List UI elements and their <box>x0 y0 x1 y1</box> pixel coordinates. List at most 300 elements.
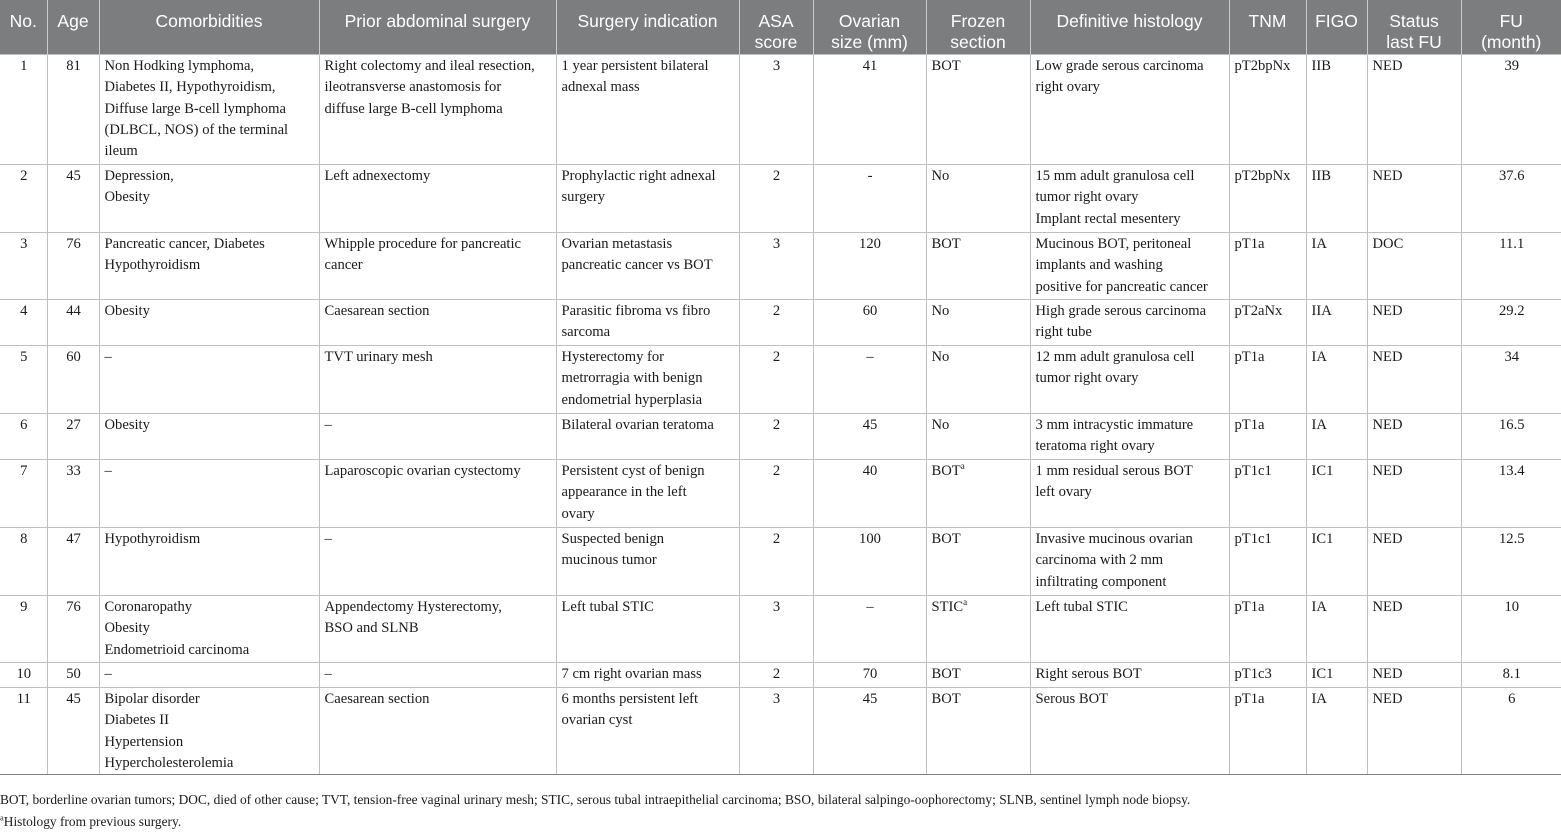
cell-ovarian-size <box>813 165 926 233</box>
cell-histology <box>1030 528 1229 596</box>
cell-frozen <box>926 663 1030 688</box>
cell-histology <box>1030 300 1229 346</box>
table-row <box>0 688 1561 775</box>
cell-figo <box>1306 596 1367 663</box>
cell-text: 6 <box>1508 691 1516 707</box>
cell-text: 11.1 <box>1499 236 1525 252</box>
cell-age <box>47 596 99 663</box>
cell-prior-surgery <box>319 596 556 663</box>
cell-prior-surgery <box>319 300 556 346</box>
column-header-line: Comorbidities <box>155 11 263 31</box>
cell-text: IA <box>1311 236 1327 252</box>
cell-prior-surgery <box>319 414 556 460</box>
cell-ovarian-size <box>813 596 926 663</box>
cell-line: pancreatic cancer vs BOT <box>561 257 713 274</box>
cell-line: Diffuse large B-cell lymphoma <box>104 100 286 117</box>
cell-histology <box>1030 346 1229 414</box>
cell-text: 3 <box>772 58 781 74</box>
cell-line: Mucinous BOT, peritoneal <box>1035 236 1192 252</box>
cell-text: NED <box>1372 463 1403 479</box>
cell-tnm <box>1229 233 1306 300</box>
cell-line: Invasive mucinous ovarian <box>1035 531 1193 547</box>
cell-text: 60 <box>862 303 878 319</box>
cell-line: ileotransverse anastomosis for <box>324 79 502 96</box>
cell-status <box>1367 528 1461 596</box>
cell-comorbidities <box>99 663 319 688</box>
table-row <box>0 165 1561 233</box>
table-row <box>0 460 1561 528</box>
cell-text: 33 <box>66 463 81 479</box>
cell-line: Caesarean section <box>324 303 430 319</box>
cell-figo <box>1306 346 1367 414</box>
column-header-line: section <box>950 32 1006 52</box>
column-header-line: score <box>754 32 798 52</box>
cell-text: – <box>866 349 874 365</box>
cell-ovarian-size <box>813 460 926 528</box>
cell-indication <box>556 460 739 528</box>
cell-age <box>47 414 99 460</box>
column-header-indication <box>556 0 739 55</box>
cell-text: 29.2 <box>1498 303 1525 319</box>
cell-text: 2 <box>772 531 781 547</box>
cell-line: Laparoscopic ovarian cystectomy <box>324 463 521 479</box>
cell-text: IC1 <box>1311 463 1334 479</box>
cell-line: appearance in the left <box>561 484 687 501</box>
cell-asa <box>739 414 813 460</box>
cell-line: Pancreatic cancer, Diabetes <box>104 236 265 252</box>
cell-line: Low grade serous carcinoma <box>1035 58 1204 74</box>
cell-indication <box>556 346 739 414</box>
cell-text: 50 <box>66 666 81 682</box>
cell-line: – <box>324 531 332 547</box>
cell-text: BOT <box>931 691 961 707</box>
cell-age <box>47 300 99 346</box>
cell-line: surgery <box>561 189 606 206</box>
cell-text: 76 <box>66 236 81 252</box>
table-row <box>0 233 1561 300</box>
cell-no <box>0 346 47 414</box>
cell-comorbidities <box>99 300 319 346</box>
cell-text: pT1a <box>1234 417 1265 433</box>
cell-line: Obesity <box>104 620 150 637</box>
cell-age <box>47 460 99 528</box>
cell-status <box>1367 346 1461 414</box>
table-row <box>0 55 1561 165</box>
cell-text: NED <box>1372 531 1403 547</box>
cell-line: Obesity <box>104 189 150 206</box>
cell-indication <box>556 596 739 663</box>
cell-fu <box>1461 596 1561 663</box>
cell-line: 15 mm adult granulosa cell <box>1035 168 1195 184</box>
column-header-line: Age <box>57 11 89 31</box>
table-row <box>0 346 1561 414</box>
cell-age <box>47 165 99 233</box>
cell-text: IA <box>1311 691 1327 707</box>
cell-line: 7 cm right ovarian mass <box>561 666 702 682</box>
cell-line: Parasitic fibroma vs fibro <box>561 303 711 319</box>
cell-frozen <box>926 688 1030 775</box>
cell-prior-surgery <box>319 55 556 165</box>
cell-text: 40 <box>862 463 878 479</box>
cell-comorbidities <box>99 414 319 460</box>
cell-text: BOT <box>931 236 961 252</box>
cell-age <box>47 346 99 414</box>
cell-text: IIA <box>1311 303 1332 319</box>
cell-text: STIC <box>931 599 964 615</box>
cell-text: pT1c1 <box>1234 531 1272 547</box>
cell-ovarian-size <box>813 663 926 688</box>
column-header-line: size (mm) <box>831 32 908 52</box>
cell-status <box>1367 55 1461 165</box>
cell-text: No <box>931 417 950 433</box>
table-row <box>0 663 1561 688</box>
cell-figo <box>1306 663 1367 688</box>
cell-line: BSO and SLNB <box>324 620 419 637</box>
cell-text: 12.5 <box>1498 531 1525 547</box>
cell-fu <box>1461 300 1561 346</box>
column-header-line: Surgery indication <box>577 11 718 31</box>
cell-text: – <box>866 599 874 615</box>
cell-text: 2 <box>772 349 781 365</box>
cell-figo <box>1306 233 1367 300</box>
cell-text: pT1c1 <box>1234 463 1272 479</box>
cell-text: 27 <box>66 417 81 433</box>
cell-line: right tube <box>1035 324 1092 341</box>
column-header-fu <box>1461 0 1561 55</box>
cell-prior-surgery <box>319 233 556 300</box>
cell-line: infiltrating component <box>1035 573 1167 590</box>
cell-line: Caesarean section <box>324 691 430 707</box>
cell-fu <box>1461 460 1561 528</box>
cell-age <box>47 233 99 300</box>
cell-line: carcinoma with 2 mm <box>1035 552 1164 569</box>
cell-line: metrorragia with benign <box>561 370 703 387</box>
cell-indication <box>556 663 739 688</box>
column-header-line: FU <box>1499 11 1523 31</box>
cell-text: 11 <box>16 691 31 707</box>
cell-text: 3 <box>772 691 781 707</box>
cell-figo <box>1306 460 1367 528</box>
cell-text: 47 <box>66 531 81 547</box>
cell-age <box>47 688 99 775</box>
cell-line: ovary <box>561 505 595 522</box>
cell-text: 39 <box>1504 58 1520 74</box>
cell-asa <box>739 233 813 300</box>
cell-fu <box>1461 688 1561 775</box>
cell-text: pT1a <box>1234 349 1265 365</box>
cell-frozen <box>926 414 1030 460</box>
cell-line: Hypercholesterolemia <box>104 754 234 771</box>
cell-prior-surgery <box>319 165 556 233</box>
cell-prior-surgery <box>319 528 556 596</box>
cell-text: IIB <box>1311 168 1331 184</box>
column-header-line: (month) <box>1481 32 1542 52</box>
cell-histology <box>1030 55 1229 165</box>
cell-indication <box>556 300 739 346</box>
cell-line: Left adnexectomy <box>324 168 431 184</box>
header-row <box>0 0 1561 55</box>
column-header-no <box>0 0 47 55</box>
cell-prior-surgery <box>319 346 556 414</box>
cell-frozen <box>926 55 1030 165</box>
cell-no <box>0 688 47 775</box>
cell-line: Non Hodking lymphoma, <box>104 58 255 74</box>
cell-indication <box>556 165 739 233</box>
cell-figo <box>1306 300 1367 346</box>
cell-histology <box>1030 414 1229 460</box>
cell-frozen <box>926 165 1030 233</box>
cell-line: left ovary <box>1035 484 1092 501</box>
table-row <box>0 596 1561 663</box>
cell-line: Left tubal STIC <box>1035 599 1128 615</box>
column-header-comorbidities <box>99 0 319 55</box>
cell-frozen <box>926 460 1030 528</box>
cell-line: 6 months persistent left <box>561 691 699 707</box>
column-header-line: No. <box>9 11 37 31</box>
cell-comorbidities <box>99 528 319 596</box>
cell-prior-surgery <box>319 460 556 528</box>
cell-fu <box>1461 165 1561 233</box>
cell-text: No <box>931 168 950 184</box>
column-header-line: TNM <box>1248 11 1287 31</box>
cell-text: NED <box>1372 349 1403 365</box>
cell-tnm <box>1229 528 1306 596</box>
cell-text: NED <box>1372 58 1403 74</box>
cell-line: Hypothyroidism <box>104 257 201 274</box>
cell-text: 34 <box>1504 349 1520 365</box>
cell-asa <box>739 663 813 688</box>
cell-status <box>1367 460 1461 528</box>
cell-line: endometrial hyperplasia <box>561 391 703 408</box>
cell-line: Hysterectomy for <box>561 349 665 365</box>
cell-fu <box>1461 233 1561 300</box>
cell-text: - <box>867 168 873 184</box>
cell-asa <box>739 55 813 165</box>
cell-text: 7 <box>20 463 28 479</box>
cell-text: No <box>931 303 950 319</box>
cell-text: 6 <box>20 417 28 433</box>
cell-text: 1 <box>20 58 28 74</box>
cell-text: BOT <box>931 531 961 547</box>
cell-asa <box>739 460 813 528</box>
footnote-marker: a <box>963 597 968 608</box>
cell-text: 2 <box>772 463 781 479</box>
cell-no <box>0 663 47 688</box>
column-header-line: Frozen <box>950 11 1006 31</box>
cell-ovarian-size <box>813 346 926 414</box>
column-header-figo <box>1306 0 1367 55</box>
column-header-line: ASA <box>758 11 794 31</box>
cell-line: adnexal mass <box>561 79 640 96</box>
column-header-histology <box>1030 0 1229 55</box>
cell-line: Prophylactic right adnexal <box>561 168 716 184</box>
cell-ovarian-size <box>813 528 926 596</box>
column-header-ovarian-size <box>813 0 926 55</box>
cell-line: diffuse large B-cell lymphoma <box>324 100 503 117</box>
footnote-text: Histology from previous surgery. <box>3 814 182 829</box>
cell-figo <box>1306 55 1367 165</box>
cell-comorbidities <box>99 688 319 775</box>
cell-status <box>1367 300 1461 346</box>
cell-text: 45 <box>66 691 81 707</box>
column-header-line: Definitive histology <box>1056 11 1203 31</box>
cell-histology <box>1030 165 1229 233</box>
cell-text: 76 <box>66 599 81 615</box>
cell-text: 100 <box>859 531 881 547</box>
cell-tnm <box>1229 414 1306 460</box>
cell-no <box>0 55 47 165</box>
cell-line: Right colectomy and ileal resection, <box>324 58 535 74</box>
cell-text: pT1a <box>1234 236 1265 252</box>
cell-text: pT1c3 <box>1234 666 1272 682</box>
cell-no <box>0 233 47 300</box>
cell-line: Endometrioid carcinoma <box>104 641 250 658</box>
cell-text: IIB <box>1311 58 1331 74</box>
cell-text: 3 <box>772 599 781 615</box>
cell-age <box>47 663 99 688</box>
cell-histology <box>1030 596 1229 663</box>
cell-text: 45 <box>862 691 878 707</box>
cell-figo <box>1306 528 1367 596</box>
cell-text: pT1a <box>1234 599 1265 615</box>
cell-text: NED <box>1372 168 1403 184</box>
cell-fu <box>1461 346 1561 414</box>
cell-text: 13.4 <box>1498 463 1525 479</box>
cell-ovarian-size <box>813 233 926 300</box>
cell-frozen <box>926 528 1030 596</box>
cell-text: IA <box>1311 599 1327 615</box>
cell-text: 120 <box>859 236 881 252</box>
cell-line: cancer <box>324 257 363 274</box>
cell-no <box>0 596 47 663</box>
cell-text: 81 <box>66 58 81 74</box>
cell-text: 10 <box>16 666 32 682</box>
cell-line: 1 year persistent bilateral <box>561 58 709 74</box>
cell-line: teratoma right ovary <box>1035 438 1155 455</box>
column-header-line: last FU <box>1386 32 1442 52</box>
column-header-line: Prior abdominal surgery <box>344 11 531 31</box>
cell-text: No <box>931 349 950 365</box>
cell-ovarian-size <box>813 55 926 165</box>
cell-text: 70 <box>862 666 878 682</box>
cell-asa <box>739 165 813 233</box>
cell-line: Ovarian metastasis <box>561 236 673 252</box>
cell-line: tumor right ovary <box>1035 189 1139 206</box>
cell-indication <box>556 233 739 300</box>
cell-text: NED <box>1372 691 1403 707</box>
cell-tnm <box>1229 596 1306 663</box>
cell-text: 2 <box>20 168 28 184</box>
cell-comorbidities <box>99 596 319 663</box>
column-header-line: Ovarian <box>838 11 901 31</box>
cell-indication <box>556 688 739 775</box>
cell-status <box>1367 688 1461 775</box>
cell-line: – <box>104 463 112 479</box>
cell-no <box>0 165 47 233</box>
cell-text: 37.6 <box>1498 168 1525 184</box>
cell-line: Bilateral ovarian teratoma <box>561 417 714 433</box>
column-header-frozen <box>926 0 1030 55</box>
cell-text: pT2aNx <box>1234 303 1283 319</box>
cell-tnm <box>1229 55 1306 165</box>
cell-line: mucinous tumor <box>561 552 657 569</box>
cell-text: IA <box>1311 417 1327 433</box>
cell-no <box>0 414 47 460</box>
cell-fu <box>1461 55 1561 165</box>
cell-text: 44 <box>66 303 81 319</box>
cell-no <box>0 460 47 528</box>
cell-fu <box>1461 528 1561 596</box>
cell-line: right ovary <box>1035 79 1100 96</box>
cell-line: Left tubal STIC <box>561 599 654 615</box>
cell-prior-surgery <box>319 688 556 775</box>
cell-line: TVT urinary mesh <box>324 349 433 365</box>
cell-histology <box>1030 663 1229 688</box>
cell-text: 4 <box>20 303 28 319</box>
cell-line: Hypothyroidism <box>104 531 201 547</box>
cell-age <box>47 528 99 596</box>
column-header-asa <box>739 0 813 55</box>
cell-indication <box>556 55 739 165</box>
cell-text: 2 <box>772 168 781 184</box>
column-header-prior-surgery <box>319 0 556 55</box>
cell-text: IC1 <box>1311 531 1334 547</box>
cell-text: IA <box>1311 349 1327 365</box>
cell-text: 9 <box>20 599 28 615</box>
cell-text: 8.1 <box>1502 666 1521 682</box>
cell-line: – <box>324 417 332 433</box>
cell-ovarian-size <box>813 688 926 775</box>
cell-text: 16.5 <box>1498 417 1525 433</box>
table-row <box>0 300 1561 346</box>
cell-histology <box>1030 688 1229 775</box>
cell-asa <box>739 300 813 346</box>
cell-text: NED <box>1372 303 1403 319</box>
cell-text: 10 <box>1504 599 1520 615</box>
cell-line: Diabetes II <box>104 712 169 729</box>
cell-prior-surgery <box>319 663 556 688</box>
cell-line: Persistent cyst of benign <box>561 463 705 479</box>
cell-line: Obesity <box>104 303 150 319</box>
cell-line: High grade serous carcinoma <box>1035 303 1207 319</box>
cell-status <box>1367 414 1461 460</box>
cell-comorbidities <box>99 165 319 233</box>
cell-indication <box>556 414 739 460</box>
cell-tnm <box>1229 688 1306 775</box>
cell-comorbidities <box>99 233 319 300</box>
cell-line: Hypertension <box>104 733 184 750</box>
cell-tnm <box>1229 346 1306 414</box>
column-header-line: Status <box>1389 11 1439 31</box>
cell-frozen <box>926 346 1030 414</box>
cell-line: Diabetes II, Hypothyroidism, <box>104 79 276 96</box>
cell-text: 2 <box>772 666 781 682</box>
cell-status <box>1367 596 1461 663</box>
cell-no <box>0 300 47 346</box>
cell-fu <box>1461 414 1561 460</box>
cell-text: 3 <box>20 236 28 252</box>
cell-line: Right serous BOT <box>1035 666 1142 682</box>
cell-comorbidities <box>99 55 319 165</box>
cell-no <box>0 528 47 596</box>
cell-text: NED <box>1372 599 1403 615</box>
cell-line: ileum <box>104 143 138 160</box>
column-header-age <box>47 0 99 55</box>
cell-fu <box>1461 663 1561 688</box>
cell-ovarian-size <box>813 414 926 460</box>
cell-age <box>47 55 99 165</box>
cell-asa <box>739 346 813 414</box>
